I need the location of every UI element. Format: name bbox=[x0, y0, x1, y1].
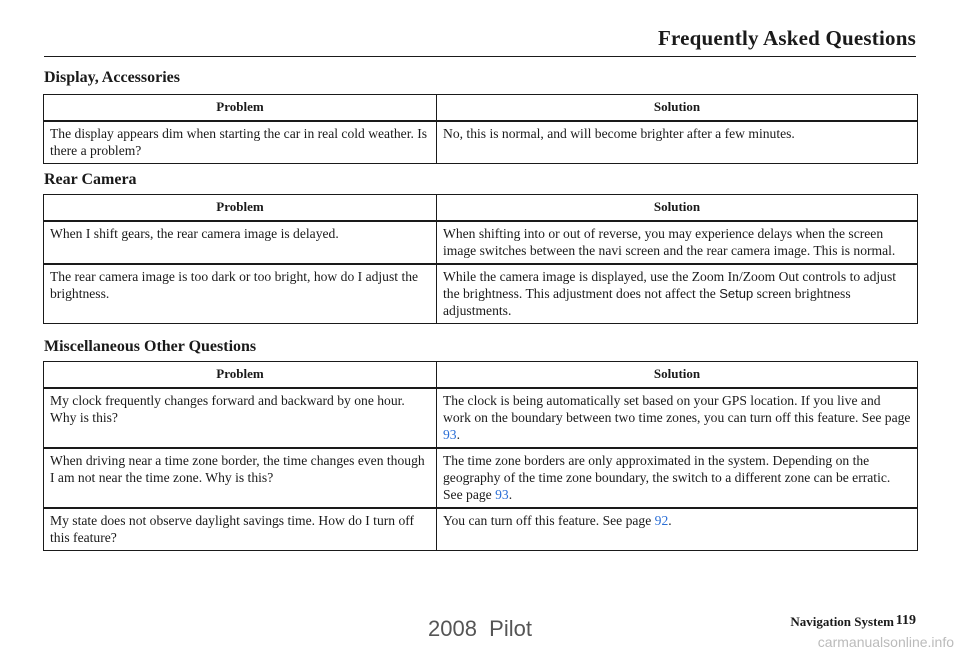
section-title-rear-camera: Rear Camera bbox=[44, 171, 137, 188]
site-watermark: carmanualsonline.info bbox=[817, 634, 954, 650]
problem-cell: When driving near a time zone border, the time changes even though I am not near the time zone. Why is this? bbox=[44, 448, 437, 508]
solution-cell: When shifting into or out of reverse, you may experience delays when the screen image switches between the navi screen and the rear camera image. This is normal. bbox=[437, 221, 918, 264]
page-number: 119 bbox=[895, 613, 916, 628]
table-row bbox=[44, 264, 918, 324]
faq-table-miscellaneous bbox=[43, 361, 918, 551]
problem-cell: The rear camera image is too dark or too bright, how do I adjust the brightness. bbox=[44, 264, 437, 324]
solution-text: The time zone borders are only approximated in the system. Depending on the geography of the time zone boundary, the switch to a different zone can be erratic. See page bbox=[443, 453, 891, 502]
column-header-problem: Problem bbox=[44, 195, 437, 222]
solution-cell: No, this is normal, and will become brighter after a few minutes. bbox=[437, 121, 918, 164]
title-divider bbox=[44, 56, 916, 57]
solution-cell bbox=[437, 264, 918, 324]
page-link-93[interactable]: 93 bbox=[495, 487, 509, 502]
solution-text: screen brightness adjustments. bbox=[443, 286, 851, 318]
solution-cell bbox=[437, 448, 918, 508]
section-title-display-accessories: Display, Accessories bbox=[44, 69, 180, 86]
solution-text: While the camera image is displayed, use the Zoom In/Zoom Out controls to adjust the brightness. This adjustment does not affect the bbox=[443, 269, 897, 301]
problem-cell: When I shift gears, the rear camera image is delayed. bbox=[44, 221, 437, 264]
solution-text: . bbox=[456, 427, 460, 442]
page-link-92[interactable]: 92 bbox=[654, 513, 669, 528]
table-header-row bbox=[44, 195, 918, 222]
solution-text: . bbox=[508, 487, 513, 502]
page-title: Frequently Asked Questions bbox=[657, 26, 916, 50]
solution-text: . bbox=[668, 513, 672, 528]
column-header-problem: Problem bbox=[44, 95, 437, 122]
section-title-miscellaneous: Miscellaneous Other Questions bbox=[44, 338, 257, 355]
table-header-row bbox=[44, 362, 918, 389]
column-header-solution: Solution bbox=[437, 362, 918, 389]
model-watermark: 2008 Pilot bbox=[428, 616, 532, 641]
problem-cell: The display appears dim when starting the car in real cold weather. Is there a problem? bbox=[44, 121, 437, 164]
solution-text: You can turn off this feature. See page bbox=[443, 513, 655, 528]
setup-term: Setup bbox=[719, 286, 754, 301]
table-row bbox=[44, 508, 918, 551]
problem-cell: My state does not observe daylight savings time. How do I turn off this feature? bbox=[44, 508, 437, 551]
table-header-row bbox=[44, 95, 918, 122]
footer-label: Navigation System bbox=[790, 614, 894, 629]
table-row bbox=[44, 121, 918, 164]
column-header-solution: Solution bbox=[437, 195, 918, 222]
problem-cell: My clock frequently changes forward and backward by one hour. Why is this? bbox=[44, 388, 437, 448]
page-link-93[interactable]: 93 bbox=[443, 427, 457, 442]
table-row bbox=[44, 448, 918, 508]
column-header-solution: Solution bbox=[437, 95, 918, 122]
faq-table-rear-camera bbox=[43, 194, 918, 324]
table-row bbox=[44, 221, 918, 264]
solution-cell bbox=[437, 508, 918, 551]
solution-cell bbox=[437, 388, 918, 448]
table-row bbox=[44, 388, 918, 448]
solution-text: The clock is being automatically set based on your GPS location. If you live and work on the boundary between two time zones, you can turn off this feature. See page bbox=[443, 393, 911, 425]
column-header-problem: Problem bbox=[44, 362, 437, 389]
faq-table-display-accessories bbox=[43, 94, 918, 164]
